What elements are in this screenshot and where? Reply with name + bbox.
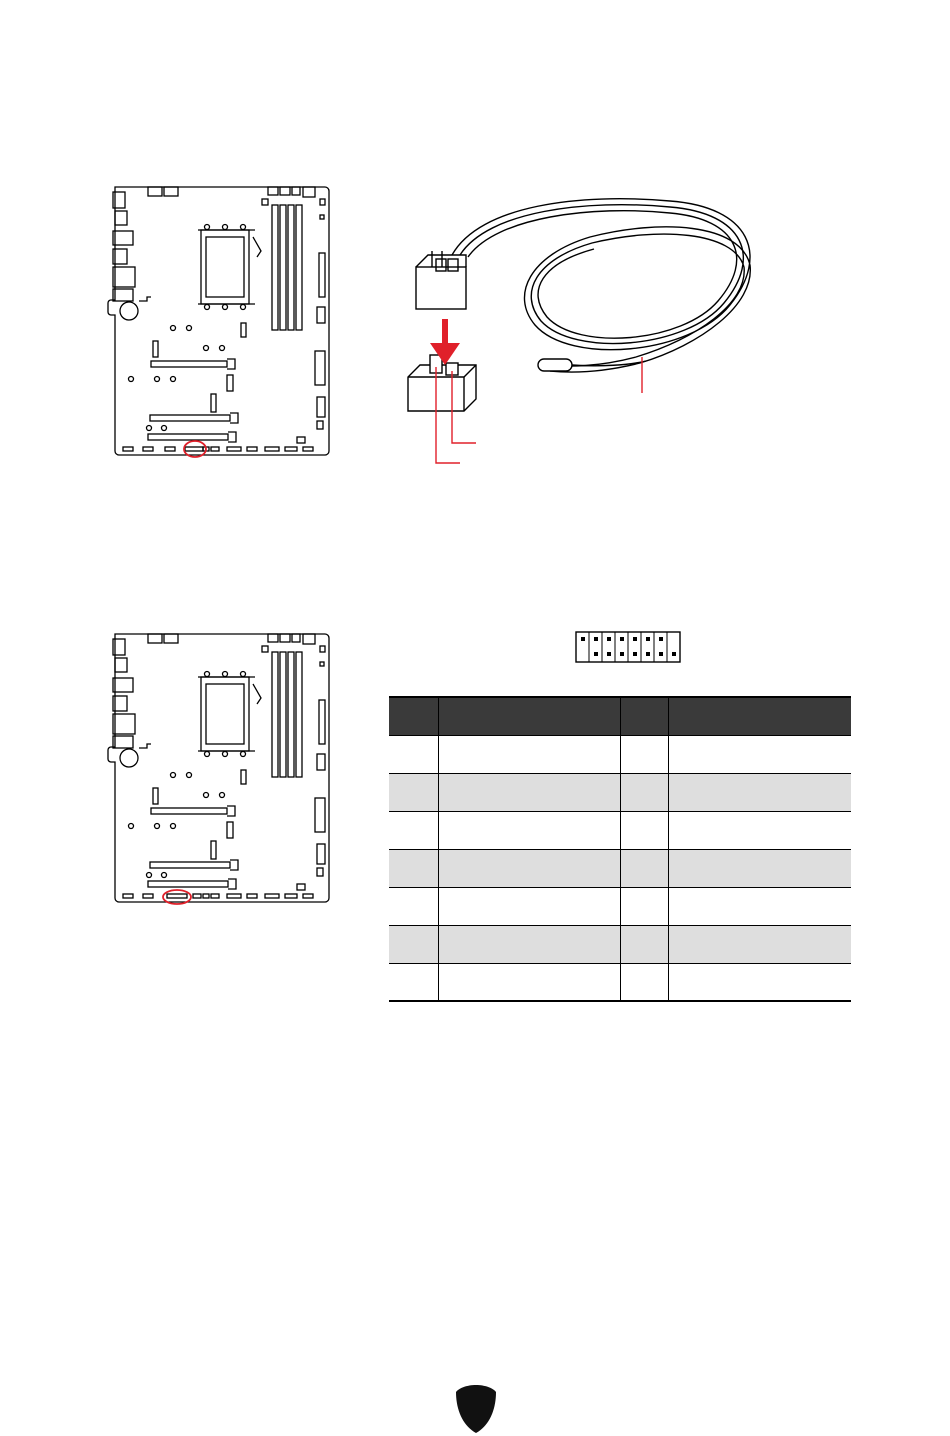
table-row <box>389 735 851 773</box>
table-row <box>389 773 851 811</box>
header-cell <box>620 697 668 735</box>
table-cell <box>438 773 620 811</box>
table-cell <box>668 925 851 963</box>
table-cell <box>668 963 851 1001</box>
table-cell <box>668 773 851 811</box>
table-cell <box>620 887 668 925</box>
table-cell <box>668 849 851 887</box>
table-cell <box>389 735 438 773</box>
table-cell <box>668 887 851 925</box>
table-row <box>389 849 851 887</box>
table-cell <box>668 811 851 849</box>
table-cell <box>438 925 620 963</box>
table-cell <box>438 849 620 887</box>
shield-logo-icon <box>455 1384 497 1434</box>
table-cell <box>620 849 668 887</box>
table-row <box>389 811 851 849</box>
table-cell <box>438 963 620 1001</box>
table-cell <box>438 887 620 925</box>
header-cell <box>438 697 620 735</box>
table-cell <box>389 887 438 925</box>
motherboard-diagram-bottom <box>107 632 331 908</box>
header-cell <box>389 697 438 735</box>
table-cell <box>389 963 438 1001</box>
table-cell <box>620 773 668 811</box>
table-cell <box>389 811 438 849</box>
table-cell <box>438 811 620 849</box>
table-cell <box>438 735 620 773</box>
table-cell <box>620 811 668 849</box>
header-pin-layout <box>575 631 681 663</box>
table-cell <box>389 773 438 811</box>
table-cell <box>389 849 438 887</box>
table-cell <box>389 925 438 963</box>
table-cell <box>620 963 668 1001</box>
pinout-table-header <box>389 697 851 735</box>
motherboard-diagram-top <box>107 185 331 461</box>
table-row <box>389 887 851 925</box>
table-cell <box>620 925 668 963</box>
table-cell <box>668 735 851 773</box>
table-row <box>389 963 851 1001</box>
header-cell <box>668 697 851 735</box>
table-row <box>389 925 851 963</box>
pinout-table <box>389 696 851 1002</box>
table-cell <box>620 735 668 773</box>
thermistor-cable-illustration <box>400 185 780 475</box>
